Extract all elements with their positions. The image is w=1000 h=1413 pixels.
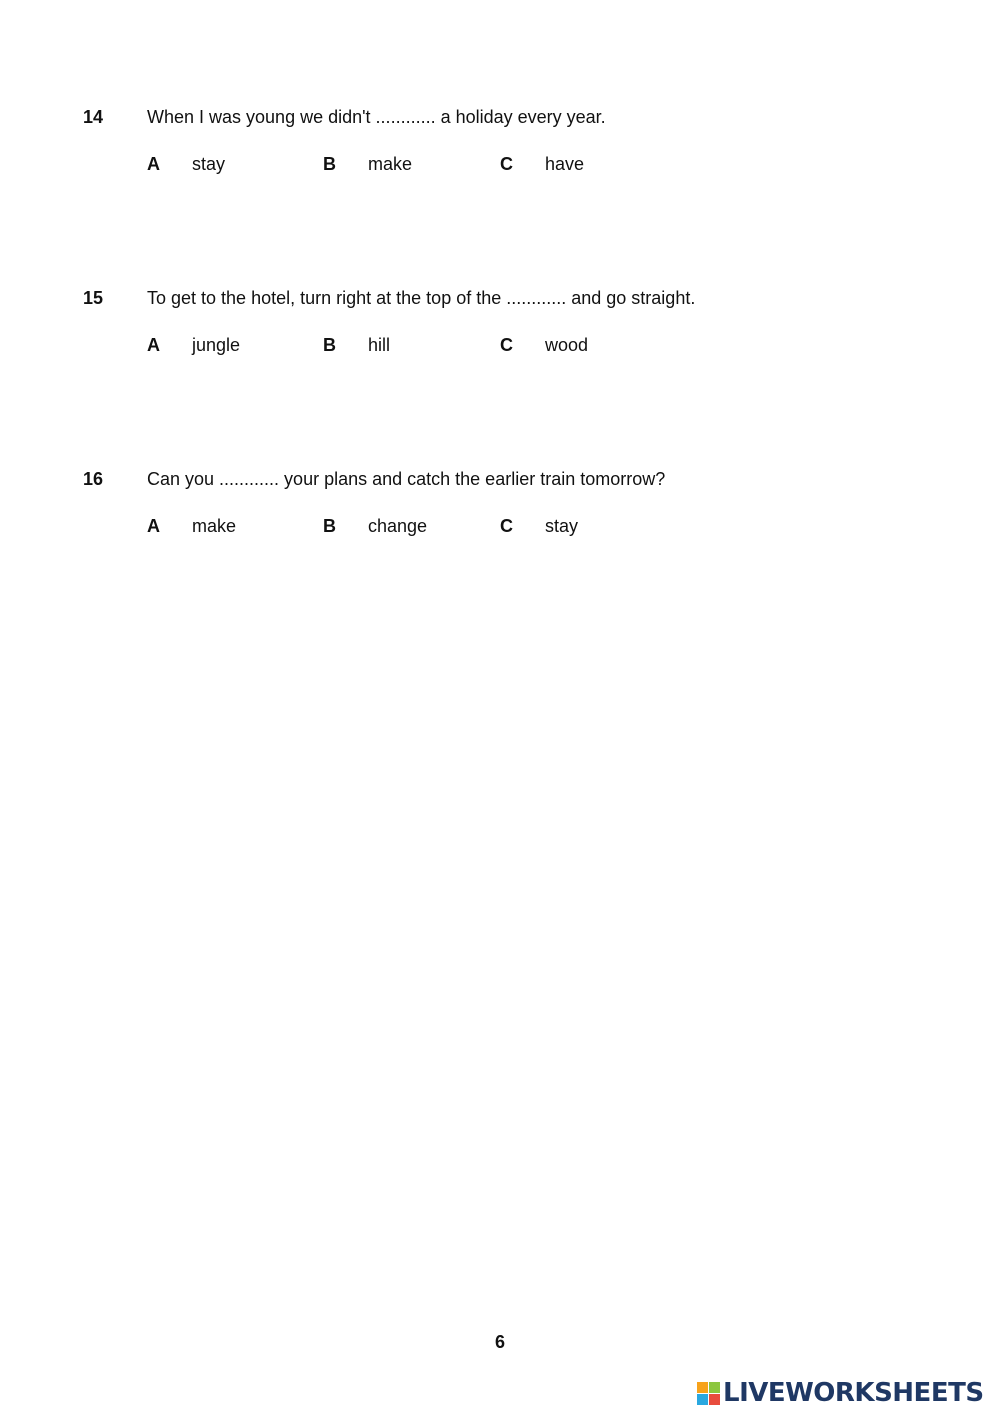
question-number: 16 xyxy=(83,469,104,489)
option-a-letter: A xyxy=(147,335,160,355)
option-b-letter: B xyxy=(323,335,336,355)
option-c-text[interactable]: wood xyxy=(545,335,589,355)
option-a-text[interactable]: stay xyxy=(192,154,226,174)
option-a-text[interactable]: jungle xyxy=(192,335,241,355)
option-c-letter: C xyxy=(500,335,513,355)
question-number: 15 xyxy=(83,288,104,308)
option-b-text[interactable]: change xyxy=(368,516,428,536)
logo-tile xyxy=(709,1394,720,1405)
question-text: To get to the hotel, turn right at the top of the ............ and go straight. xyxy=(147,288,696,308)
option-b-text[interactable]: hill xyxy=(368,335,391,355)
page-number: 6 xyxy=(494,1332,505,1352)
question-text: Can you ............ your plans and catch the earlier train tomorrow? xyxy=(147,469,666,489)
brand-name: LIVEWORKSHEETS xyxy=(723,1378,984,1408)
option-b-letter: B xyxy=(323,516,336,536)
option-a-letter: A xyxy=(147,154,160,174)
option-c-letter: C xyxy=(500,516,513,536)
option-c-text[interactable]: stay xyxy=(545,516,579,536)
question-number: 14 xyxy=(83,107,104,127)
logo-tile xyxy=(709,1382,720,1393)
question-text: When I was young we didn't ............ a holiday every year. xyxy=(147,107,606,127)
logo-tile xyxy=(697,1382,708,1393)
option-a-text[interactable]: make xyxy=(192,516,237,536)
option-c-letter: C xyxy=(500,154,513,174)
option-b-letter: B xyxy=(323,154,336,174)
liveworksheets-logo-icon xyxy=(697,1382,720,1405)
option-a-letter: A xyxy=(147,516,160,536)
option-b-text[interactable]: make xyxy=(368,154,413,174)
option-c-text[interactable]: have xyxy=(545,154,585,174)
brand-logo[interactable] xyxy=(697,1378,984,1408)
logo-tile xyxy=(697,1394,708,1405)
